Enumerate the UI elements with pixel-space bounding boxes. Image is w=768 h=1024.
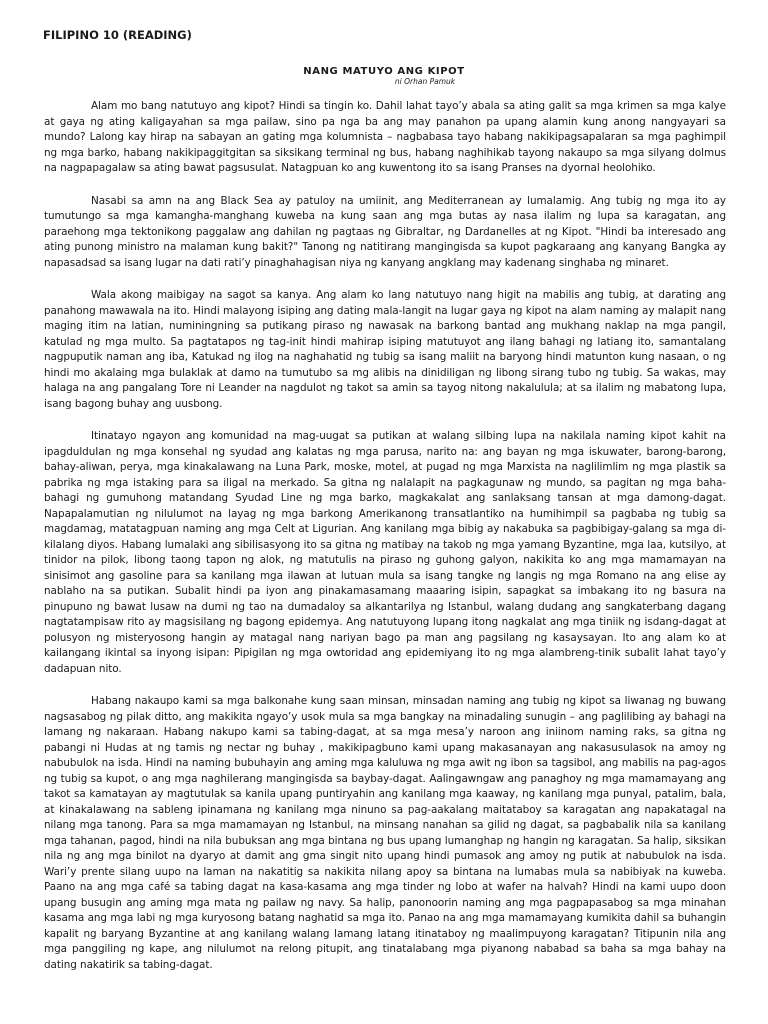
article-body xyxy=(44,99,726,990)
article-title: NANG MATUYO ANG KIPOT xyxy=(303,66,465,77)
course-header: FILIPINO 10 (READING) xyxy=(43,28,192,42)
paragraph-1: Alam mo bang natutuyo ang kipot? Hindi sa tingin ko. Dahil lahat tayo’y abala sa ating galit sa mga krimen sa mga kalye at gaya ng ating kaligayahan sa mga pailaw, sino pa nga ba ang may panahon pa upang alamin kung anong nangyayari sa mundo? Lalong kay hirap na sabayan an gating mga kolumnista – nagbabasa tayo habang nakikipagsapalaran sa mga paghimpil ng mga barko, habang nakikipaggitgitan sa siksikang terminal ng bus, habang naghihikab tayong nakaupo sa mga silyang dolmus na nagpapagalaw sa ating bawat pagsusulat. Natagpuan ko ang kuwentong ito sa isang Pranses na dyornal heolohiko. xyxy=(44,100,726,174)
paragraph-4: Itinatayo ngayon ang komunidad na mag-uugat sa putikan at walang silbing lupa na nakilala naming kipot kahit na ipagdulduIan ng mga konsehal ng syudad ang kalatas ng mga parusa, narito na: ang bayan ng mga iskuwater, barong-barong, bahay-aliwan, perya, mga kinakalawang na Luna Park, moske, motel, at pugad ng mga Marxista na naglilimlim ng mga plastik sa pabrika ng mga istaking para sa iligal na merkado. Sa gitna ng nalalapit na pagkagunaw ng mundo, sa pagitan ng mga baha-bahagi ng gumuhong matandang Syudad Line ng mga barko, magkakalat ang sanlaksang tansan at mga damong-dagat. Napapalamutian ng nilulumot na layag ng mga barkong Amerikanong transatlantiko na humihimpil sa pagbaba ng tubig sa magdamag, matatagpuan naming ang mga Celt at Ligurian. Ang kanilang mga bibig ay nakabuka sa pagbibigay-galang sa mga di-kilalang diyos. Habang lumalaki ang sibilisasyong ito sa gitna ng matibay na takob ng mga yamang Byzantine, mga laa, kutsilyo, at tinidor na pilok, libong taong tapon ng alok, ng matutulis na piraso ng guhong galyon, nakikita ko ang mga mamamayan na sinisimot ang gasoline para sa kanilang mga ilawan at lutuan mula sa isang tangke ng langis ng mga Romano na ang elise ay nablaho na sa putikan. Subalit hindi pa iyon ang pinakamasamang maaaring isipin, sapagkat sa imbakang ito ng basura na pinupuno ng bawat lusaw na dumi ng tao na dumadaloy sa alkantarilya ng Istanbul, walang dudang ang sangkaterbang dagang nagtatampisaw rito ay magsisilang ng bagong epidemya. Ang natutuyong lupang itong nagkalat ang mga tiniik ng isdang-dagat at polusyon ng misteryosong hangin ay matagal nang nariyan bago pa man ang pagsilang ng kasaysayan. Ito ang alam ko at kailangang ikintal sa inyong isipan: Pipigilan ng mga owtoridad ang epidemiyang ito ng mga alambreng-tinik subalit lahat tayo’y dadapuan nito. xyxy=(44,430,726,675)
paragraph-3: Wala akong maibigay na sagot sa kanya. Ang alam ko lang natutuyo nang higit na mabilis ang tubig, at darating ang panahong mawawala na ito. Hindi malayong isiping ang dating mala-langit na lugar gaya ng kipot na alam naming ay malapit nang maging itim na latian, numiningning sa putikang piraso ng nawasak na barkong bantad ang mukhang naklap na mga pangil, katulad ng mga multo. Sa pagtatapos ng tag-init hindi mahirap isiping matutuyot ang ilang bahagi ng latiang ito, samantalang nagpuputik naman ang iba, Katukad ng ilog na naghahatid ng tubig sa isang maliit na baryong hindi matunton kung nasaan, o ng hindi mo akalaing mga bulaklak at damo na tumutubo sa mg alibis na dinidiligan ng libong sirang tubo ng tubig. Sa wakas, may halaga na ang pangalang Tore ni Leander na nagdulot ng takot sa amin sa tayog nitong nakalulula; at sa ilalim ng mabatong lupa, isang bagong buhay ang uusbong. xyxy=(44,289,726,410)
paragraph-2: Nasabi sa amn na ang Black Sea ay patuloy na umiinit, ang Mediterranean ay lumalamig. Ang tubig ng mga ito ay tumutungo sa mga kamangha-manghang kuweba na kung saan ang mga butas ay nasa ilalim ng lupa sa karagatan, ang paraehong mga tektonikong paggalaw ang dahilan ng pagtaas ng Gibraltar, ng Dardanelles at ng Kipot. "Hindi ba interesado ang ating punong ministro na malaman kung bakit?" Tanong ng natitirang mangingisda sa kupot pagkaraang ang kanyang Bangka ay napasadsad sa isang lugar na dati rati’y pinaghahagisan niya ng kanyang angklang may kadenang singhaba ng minaret. xyxy=(44,194,726,269)
article-author: ni Orhan Pamuk xyxy=(394,77,456,86)
paragraph-5: Habang nakaupo kami sa mga balkonahe kung saan minsan, minsadan naming ang tubig ng kipot sa liwanag ng buwang nagsasabog ng pilak ditto, ang makikita ngayo’y usok mula sa mga bangkay na minadaling sunugin – ang paglilibing ay bahagi na lamang ng nakaraan. Habang nakupo kami sa tabing-dagat, at sa mga mesa’y naroon ang iniinom naming raks, sa gitna ng pabangi ni Hudas at ng tamis ng nectar ng buhay , makikipagbuno kami upang makasanayan ang nakasusulasok na amoy ng nabubulok na isda. Hindi na naming bubuhayin ang aming mga kaluluwa ng mga awit ng ibon sa tagsibol, ang mabilis na pag-agos ng tubig sa kupot, o ang mga naghilerang mangingisda sa baybay-dagat. Aalingawngaw ang panaghoy ng mga mamamayang ang takot sa kamatayan ay magtutulak sa kanila upang puntiryahin ang kanilang mga kaaway, ng kanilang mga punyal, patalim, bala, at kinakalawang na sableng ipinamana ng kanilang mga ninuno sa pag-aakalang maitataboy sa karagatan ang napakatagal na nilang mga tanong. Para sa mga mamamayan ng Istanbul, na minsang nanahan sa gilid ng dagat, sa pagbabalik nila sa kanilang mga tahanan, pagod, hindi na nila bubuksan ang mga bintana ng bus upang lumanghap ng hangin ng karagatan. Sa halip, siksikan nila ng ang mga binilot na dyaryo at damit ang gma singit nito upang hindi pumasok ang amoy ng putik at nabubulok na isda. Wari’y prente silang uupo na laman na nakatitig sa nakikita nilang apoy sa bintana na lumabas mula sa nabibiyak na kuweba. Paano na ang mga café sa tabing dagat na kasa-kasama ang mga tinder ng lobo at wafer na halvah? Hindi na kami uupo doon upang busugin ang aming mga mata ng pailaw ng navy. Sa halip, panonoorin naming ang mga pagpapasabog sa mga minahan kasama ang mga labi ng mga kuryosong batang naghatid sa mga ito. Panao na ang mga mamamayang kumikita dahil sa buhangin kapalit ng baryang Byzantine at ang kanilang walang lamang latang itinataboy ng maalimpuyong karagatan? Titipunin nila ang mga panggiling ng kape, ang nilulumot na relong pitupit, ang tinatalabang mga piyanong nababad sa baha sa mga bahay na dating nakatirik sa tabing-dagat. xyxy=(44,695,726,971)
title-block xyxy=(0,66,768,86)
